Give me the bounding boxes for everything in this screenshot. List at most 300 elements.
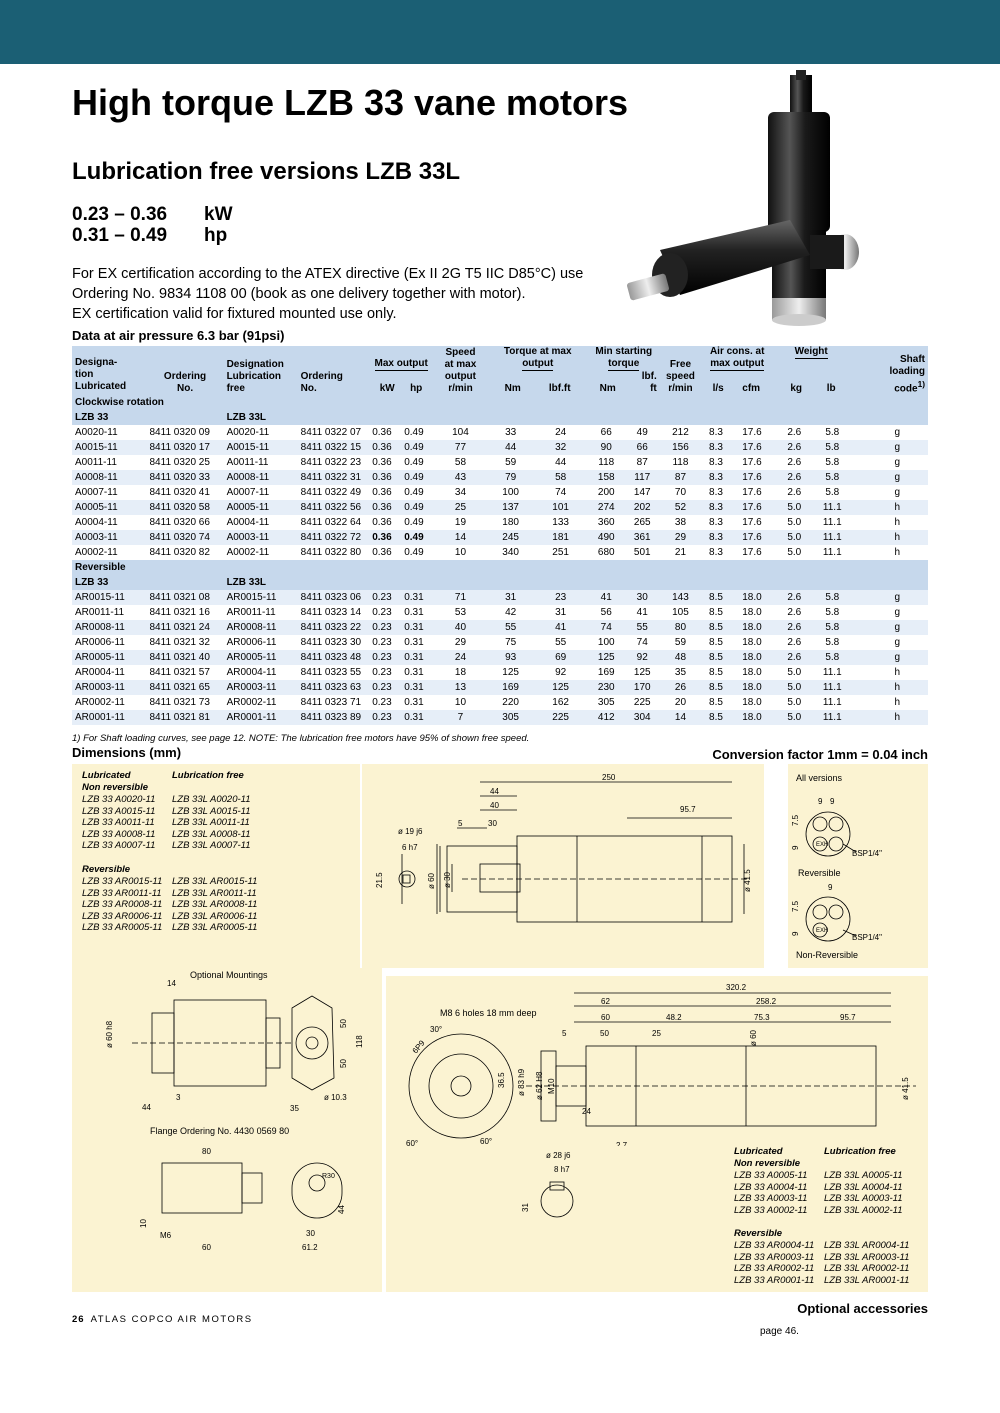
table-cell: 5.0	[773, 515, 815, 530]
table-cell: 11.1	[815, 680, 849, 695]
table-cell: 14	[433, 530, 488, 545]
table-cell: 245	[488, 530, 534, 545]
table-cell: 8411 0321 57	[147, 665, 224, 680]
table-cell: 0.36	[369, 515, 401, 530]
table-cell: 8411 0320 09	[147, 425, 224, 440]
model-lubricated: LZB 33 AR0002-11	[734, 1263, 815, 1274]
table-cell: A0002-11	[72, 545, 147, 560]
label-non-reversible-b: Non reversible	[734, 1158, 800, 1169]
table-cell: A0005-11	[224, 500, 298, 515]
table-cell: A0002-11	[224, 545, 298, 560]
table-cell: 66	[625, 440, 660, 455]
table-cell: 412	[588, 710, 625, 725]
model-lubricated: LZB 33 AR0001-11	[734, 1274, 815, 1286]
dim-key: 6 h7	[402, 843, 418, 852]
table-cell: 0.49	[401, 440, 433, 455]
table-cell: AR0002-11	[224, 695, 298, 710]
table-cell: AR0006-11	[72, 635, 147, 650]
table-cell: 8411 0321 08	[147, 590, 224, 605]
table-cell: 26	[660, 680, 701, 695]
table-cell: 0.49	[401, 425, 433, 440]
table-cell: AR0003-11	[224, 680, 298, 695]
dim-b-5: 5	[562, 1029, 567, 1038]
dim-m-50b: 50	[339, 1059, 348, 1068]
table-cell: AR0011-11	[72, 605, 147, 620]
label-exh: EXH	[816, 842, 829, 848]
table-cell: 18.0	[731, 665, 773, 680]
table-cell: 8411 0320 66	[147, 515, 224, 530]
table-cell: 212	[660, 425, 701, 440]
section-reversible: Reversible	[72, 560, 928, 575]
table-cell: 17.6	[731, 485, 773, 500]
table-cell: AR0011-11	[224, 605, 298, 620]
table-cell: 70	[660, 485, 701, 500]
model-lubrication-free: LZB 33L A0020-11	[172, 794, 251, 805]
table-cell: 265	[625, 515, 660, 530]
table-cell: 8411 0322 15	[298, 440, 370, 455]
table-cell: AR0005-11	[72, 650, 147, 665]
model-lubricated: LZB 33 AR0006-11	[82, 910, 163, 922]
table-row	[72, 710, 928, 725]
table-row	[72, 530, 928, 545]
table-cell: 2.6	[773, 485, 815, 500]
table-cell: 92	[534, 665, 588, 680]
table-cell: 2.6	[773, 590, 815, 605]
table-cell: 0.31	[401, 605, 433, 620]
table-cell: 8411 0322 80	[298, 545, 370, 560]
ex-certification-text	[72, 264, 632, 324]
dim-port-9d: 9	[828, 883, 833, 892]
table-cell: 8411 0323 14	[298, 605, 370, 620]
table-cell: 32	[534, 440, 588, 455]
model-lubrication-free: LZB 33L AR0006-11	[172, 910, 258, 922]
table-cell: 8.3	[701, 455, 731, 470]
dim-m-60: 60	[202, 1243, 211, 1252]
table-cell: 501	[625, 545, 660, 560]
dim-5: 5	[458, 819, 463, 828]
table-cell: 305	[588, 695, 625, 710]
table-cell: 0.31	[401, 695, 433, 710]
table-cell: 11.1	[815, 695, 849, 710]
table-cell: 38	[660, 515, 701, 530]
dim-b-50: 50	[600, 1029, 609, 1038]
dim-b-258-2: 258.2	[756, 997, 777, 1006]
motor-product-photo	[620, 70, 860, 340]
table-cell: 5.0	[773, 500, 815, 515]
table-row	[72, 665, 928, 680]
col-speed: Speed at max output r/min	[433, 346, 488, 395]
table-cell: 8411 0323 55	[298, 665, 370, 680]
table-cell: 74	[625, 635, 660, 650]
table-cell: A0015-11	[224, 440, 298, 455]
label-all-versions: All versions	[796, 773, 843, 783]
table-cell: A0003-11	[72, 530, 147, 545]
table-cell: AR0003-11	[72, 680, 147, 695]
section-reversible-models: LZB 33 LZB 33L	[72, 575, 928, 590]
table-cell: 118	[660, 455, 701, 470]
table-cell: 143	[660, 590, 701, 605]
table-cell: A0015-11	[72, 440, 147, 455]
table-cell: 169	[588, 665, 625, 680]
table-cell: 17.6	[731, 455, 773, 470]
table-cell: 0.23	[369, 650, 401, 665]
table-cell: 8.3	[701, 470, 731, 485]
table-cell: 104	[433, 425, 488, 440]
table-cell: 0.23	[369, 710, 401, 725]
table-cell: 11.1	[815, 515, 849, 530]
ports-panel	[788, 764, 928, 968]
table-cell: 18.0	[731, 680, 773, 695]
table-cell: 8411 0323 89	[298, 710, 370, 725]
model-lubricated: LZB 33 A0003-11	[734, 1193, 808, 1204]
table-cell: 90	[588, 440, 625, 455]
header-band	[0, 0, 1000, 64]
table-cell: g	[849, 605, 928, 620]
table-header-row	[72, 346, 928, 395]
table-row	[72, 425, 928, 440]
table-cell: 17.6	[731, 425, 773, 440]
power-range	[72, 204, 233, 246]
table-cell: 5.8	[815, 605, 849, 620]
table-cell: 5.8	[815, 485, 849, 500]
table-cell: 181	[534, 530, 588, 545]
model-lubrication-free: LZB 33L A0011-11	[172, 817, 250, 828]
table-row	[72, 515, 928, 530]
table-cell: 71	[433, 590, 488, 605]
model-lubricated: LZB 33 A0007-11	[82, 840, 156, 851]
dim-m-m6: M6	[160, 1231, 172, 1240]
table-cell: 11.1	[815, 500, 849, 515]
table-cell: 56	[588, 605, 625, 620]
dim-b-dia-62: ø 62 H8	[535, 1071, 544, 1100]
table-cell: 5.8	[815, 440, 849, 455]
col-torque: Torque at max output Nm lbf.ft	[488, 346, 588, 395]
table-cell: 5.8	[815, 635, 849, 650]
table-cell: 0.23	[369, 695, 401, 710]
dim-b-8: 8 h7	[554, 1165, 570, 1174]
col-designation: Designa- tion Lubricated	[72, 346, 147, 395]
table-cell: 274	[588, 500, 625, 515]
table-cell: 24	[433, 650, 488, 665]
dim-250: 250	[602, 773, 616, 782]
dim-port-9b: 9	[830, 797, 835, 806]
label-exh-2: EXH	[816, 928, 829, 934]
drawing-panel-top	[362, 764, 764, 968]
table-cell: 8411 0322 56	[298, 500, 370, 515]
table-cell: 11.1	[815, 530, 849, 545]
power-hp-value: 0.31 – 0.49	[72, 225, 168, 246]
table-cell: 162	[534, 695, 588, 710]
table-row	[72, 680, 928, 695]
dim-port-7-5: 7.5	[791, 814, 800, 826]
table-cell: 2.6	[773, 620, 815, 635]
label-lubrication-free: Lubrication free	[172, 770, 244, 781]
table-cell: 0.49	[401, 455, 433, 470]
table-cell: 304	[625, 710, 660, 725]
table-cell: 92	[625, 650, 660, 665]
dim-b-60deg: 60°	[406, 1139, 419, 1146]
table-cell: 0.49	[401, 530, 433, 545]
table-cell: 8.5	[701, 650, 731, 665]
table-cell: AR0004-11	[224, 665, 298, 680]
table-cell: A0004-11	[72, 515, 147, 530]
table-cell: 79	[488, 470, 534, 485]
table-cell: 17.6	[731, 470, 773, 485]
label-flange-ordering: Flange Ordering No. 4430 0569 80	[150, 1126, 290, 1136]
table-cell: 0.23	[369, 620, 401, 635]
table-cell: A0008-11	[224, 470, 298, 485]
table-cell: 5.8	[815, 620, 849, 635]
dim-b-60deg-b: 60°	[480, 1137, 493, 1146]
table-cell: 77	[433, 440, 488, 455]
model-lubricated: LZB 33 A0004-11	[734, 1181, 808, 1193]
table-cell: 8411 0322 64	[298, 515, 370, 530]
table-cell: 0.31	[401, 620, 433, 635]
label-reversible: Reversible	[82, 864, 131, 875]
dim-dia-30: ø 30	[443, 871, 452, 888]
table-cell: 0.49	[401, 500, 433, 515]
table-cell: AR0005-11	[224, 650, 298, 665]
table-cell: 0.31	[401, 710, 433, 725]
table-cell: 17.6	[731, 500, 773, 515]
table-row	[72, 440, 928, 455]
table-cell: 2.6	[773, 605, 815, 620]
table-cell: 8411 0320 58	[147, 500, 224, 515]
table-cell: h	[849, 710, 928, 725]
dim-m-3: 3	[176, 1093, 181, 1102]
table-cell: 305	[488, 710, 534, 725]
dim-shaft: ø 19 j6	[398, 827, 423, 836]
table-cell: AR0001-11	[72, 710, 147, 725]
dim-m-44: 44	[142, 1103, 151, 1112]
table-cell: 5.0	[773, 530, 815, 545]
col-shaft-loading: Shaft loading code$^{1)}$	[849, 346, 928, 395]
table-cell: 225	[534, 710, 588, 725]
table-row	[72, 545, 928, 560]
table-cell: 5.8	[815, 425, 849, 440]
model-lubrication-free: LZB 33L A0007-11	[172, 840, 251, 851]
model-lubricated: LZB 33 AR0015-11	[82, 876, 163, 887]
dim-95-7: 95.7	[680, 805, 696, 814]
models-panel-top	[72, 764, 360, 968]
power-kw-unit: kW	[204, 204, 233, 225]
table-cell: 44	[488, 440, 534, 455]
table-cell: g	[849, 650, 928, 665]
table-row	[72, 620, 928, 635]
table-cell: 8411 0321 16	[147, 605, 224, 620]
table-cell: 58	[534, 470, 588, 485]
dim-21-5: 21.5	[375, 872, 384, 888]
model-lubrication-free: LZB 33L AR0001-11	[824, 1274, 910, 1286]
table-cell: 2.6	[773, 470, 815, 485]
page-title: High torque LZB 33 vane motors	[72, 82, 629, 123]
table-cell: 59	[488, 455, 534, 470]
table-cell: 0.31	[401, 650, 433, 665]
table-cell: 0.36	[369, 455, 401, 470]
table-cell: 18.0	[731, 605, 773, 620]
model-lubrication-free: LZB 33L A0003-11	[824, 1193, 903, 1204]
dim-b-62: 62	[601, 997, 610, 1006]
table-cell: 55	[488, 620, 534, 635]
model-lubrication-free: LZB 33L AR0008-11	[172, 899, 258, 910]
dim-40: 40	[490, 801, 499, 810]
table-cell: g	[849, 635, 928, 650]
table-cell: 0.23	[369, 635, 401, 650]
table-cell: 8411 0322 49	[298, 485, 370, 500]
table-cell: 225	[625, 695, 660, 710]
table-cell: 230	[588, 680, 625, 695]
dim-dia-60: ø 60	[427, 872, 436, 889]
table-cell: 8.5	[701, 665, 731, 680]
table-cell: 10	[433, 695, 488, 710]
table-cell: 0.36	[369, 470, 401, 485]
table-cell: 30	[625, 590, 660, 605]
table-cell: 5.0	[773, 545, 815, 560]
table-cell: 0.31	[401, 590, 433, 605]
table-cell: 41	[534, 620, 588, 635]
table-cell: 0.23	[369, 680, 401, 695]
dim-b-6p9: 6P9	[410, 1038, 427, 1056]
table-cell: 42	[488, 605, 534, 620]
col-weight: Weight kg lb	[773, 346, 849, 395]
model-lubrication-free: LZB 33L A0004-11	[824, 1181, 903, 1193]
table-cell: 202	[625, 500, 660, 515]
table-cell: 0.49	[401, 515, 433, 530]
table-cell: 75	[488, 635, 534, 650]
dim-b-28: ø 28 j6	[546, 1151, 571, 1160]
table-cell: 0.36	[369, 425, 401, 440]
table-row	[72, 590, 928, 605]
table-cell: 58	[433, 455, 488, 470]
model-lubricated: LZB 33 AR0008-11	[82, 899, 163, 910]
table-cell: 40	[433, 620, 488, 635]
table-cell: 125	[534, 680, 588, 695]
table-cell: 340	[488, 545, 534, 560]
table-cell: 0.36	[369, 440, 401, 455]
table-cell: 0.36	[369, 485, 401, 500]
motor-dimension-drawing	[362, 764, 764, 968]
table-cell: 29	[433, 635, 488, 650]
table-cell: g	[849, 485, 928, 500]
table-cell: h	[849, 500, 928, 515]
model-lubrication-free: LZB 33L AR0005-11	[172, 922, 258, 933]
table-cell: 361	[625, 530, 660, 545]
table-cell: 100	[588, 635, 625, 650]
table-cell: 33	[488, 425, 534, 440]
table-cell: h	[849, 680, 928, 695]
table-cell: 8411 0320 74	[147, 530, 224, 545]
table-cell: 2.6	[773, 440, 815, 455]
model-lubrication-free: LZB 33L AR0002-11	[824, 1263, 910, 1274]
table-cell: 59	[660, 635, 701, 650]
table-cell: 8.3	[701, 425, 731, 440]
dim-b-95-7: 95.7	[840, 1013, 856, 1022]
table-cell: 10	[433, 545, 488, 560]
table-cell: 31	[488, 590, 534, 605]
table-cell: AR0008-11	[72, 620, 147, 635]
model-lubrication-free: LZB 33L AR0011-11	[172, 887, 257, 899]
table-cell: 31	[534, 605, 588, 620]
model-lubricated: LZB 33 A0020-11	[82, 794, 156, 805]
table-cell: 8411 0322 23	[298, 455, 370, 470]
table-cell: 66	[588, 425, 625, 440]
table-cell: 20	[660, 695, 701, 710]
dim-b-dia-41-5: ø 41.5	[901, 1077, 910, 1100]
table-cell: 17.6	[731, 440, 773, 455]
table-cell: 8411 0320 17	[147, 440, 224, 455]
brand-name: ATLAS COPCO AIR MOTORS	[90, 1314, 253, 1325]
table-cell: 43	[433, 470, 488, 485]
table-cell: A0007-11	[72, 485, 147, 500]
table-cell: 8.5	[701, 695, 731, 710]
dim-b-48-2: 48.2	[666, 1013, 682, 1022]
table-cell: 18.0	[731, 695, 773, 710]
table-cell: 69	[534, 650, 588, 665]
table-cell: A0005-11	[72, 500, 147, 515]
optional-accessories-title: Optional accessories	[797, 1301, 928, 1316]
model-lubrication-free: LZB 33L AR0003-11	[824, 1251, 910, 1263]
table-cell: 8.5	[701, 710, 731, 725]
table-cell: 17.6	[731, 530, 773, 545]
model-lubricated: LZB 33 A0002-11	[734, 1204, 808, 1216]
table-cell: AR0006-11	[224, 635, 298, 650]
table-row	[72, 635, 928, 650]
table-cell: 8411 0321 81	[147, 710, 224, 725]
table-cell: 18.0	[731, 650, 773, 665]
table-cell: 53	[433, 605, 488, 620]
table-cell: 680	[588, 545, 625, 560]
table-cell: 18.0	[731, 620, 773, 635]
table-cell: 8411 0321 32	[147, 635, 224, 650]
table-cell: AR0015-11	[224, 590, 298, 605]
table-cell: 8.3	[701, 500, 731, 515]
table-cell: 8411 0321 73	[147, 695, 224, 710]
table-cell: 5.8	[815, 455, 849, 470]
table-cell: 49	[625, 425, 660, 440]
table-cell: 5.8	[815, 470, 849, 485]
table-cell: 8.3	[701, 530, 731, 545]
table-cell: 0.31	[401, 665, 433, 680]
table-cell: AR0008-11	[224, 620, 298, 635]
table-cell: A0020-11	[72, 425, 147, 440]
table-cell: 117	[625, 470, 660, 485]
conversion-factor: Conversion factor 1mm = 0.04 inch	[712, 747, 928, 762]
intro-line: For EX certification according to the ATEX directive (Ex II 2G T5 IIC D85°C) use	[72, 266, 584, 282]
table-cell: 125	[488, 665, 534, 680]
table-cell: 34	[433, 485, 488, 500]
table-cell: h	[849, 665, 928, 680]
data-table	[72, 346, 928, 725]
dim-b-dia-83: ø 83 h9	[517, 1068, 526, 1096]
table-cell: 8411 0323 63	[298, 680, 370, 695]
col-designation-free: Designation Lubrication free	[224, 346, 298, 395]
col-min-starting: Min starting torque lbf. Nm ft	[588, 346, 660, 395]
label-non-reversible-port: Non-Reversible	[796, 950, 859, 960]
dim-m-10-3: ø 10.3	[324, 1093, 347, 1102]
table-cell: 8411 0322 07	[298, 425, 370, 440]
page-number: 26	[72, 1314, 85, 1325]
table-cell: 7	[433, 710, 488, 725]
table-cell: AR0015-11	[72, 590, 147, 605]
table-cell: 8.3	[701, 515, 731, 530]
table-cell: 180	[488, 515, 534, 530]
table-cell: 8411 0321 65	[147, 680, 224, 695]
table-cell: 118	[588, 455, 625, 470]
table-cell: 5.0	[773, 695, 815, 710]
dim-m-60h8: ø 60 h8	[105, 1020, 114, 1048]
label-optional-mountings: Optional Mountings	[190, 970, 268, 980]
table-cell: 14	[660, 710, 701, 725]
